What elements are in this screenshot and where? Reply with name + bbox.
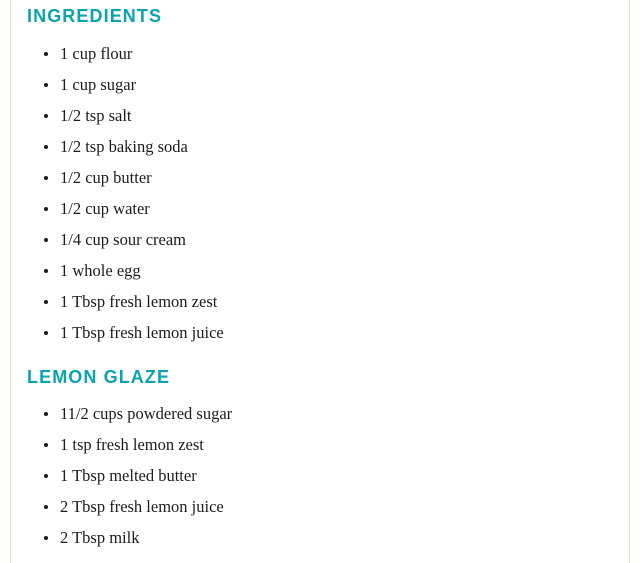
list-item: 1/2 tsp salt [44, 100, 224, 131]
ingredients-heading: INGREDIENTS [27, 6, 163, 26]
list-item: 1 Tbsp melted butter [44, 460, 232, 491]
list-item: 1 cup flour [44, 38, 224, 69]
list-item: 1/2 cup butter [44, 162, 224, 193]
ingredients-list [27, 38, 224, 348]
list-item: 1 tsp fresh lemon zest [44, 429, 232, 460]
list-item: 1 whole egg [44, 255, 224, 286]
list-item: 11/2 cups powdered sugar [44, 398, 232, 429]
list-item: 1/2 tsp baking soda [44, 131, 224, 162]
right-border-rule [629, 0, 630, 563]
list-item: 1 Tbsp fresh lemon zest [44, 286, 224, 317]
list-item: 1/4 cup sour cream [44, 224, 224, 255]
lemon-glaze-list [27, 398, 232, 553]
list-item: 1 cup sugar [44, 69, 224, 100]
list-item: 1/2 cup water [44, 193, 224, 224]
list-item: 2 Tbsp milk [44, 522, 232, 553]
list-item: 2 Tbsp fresh lemon juice [44, 491, 232, 522]
lemon-glaze-heading: LEMON GLAZE [27, 367, 171, 387]
list-item: 1 Tbsp fresh lemon juice [44, 317, 224, 348]
left-border-rule [10, 0, 11, 563]
